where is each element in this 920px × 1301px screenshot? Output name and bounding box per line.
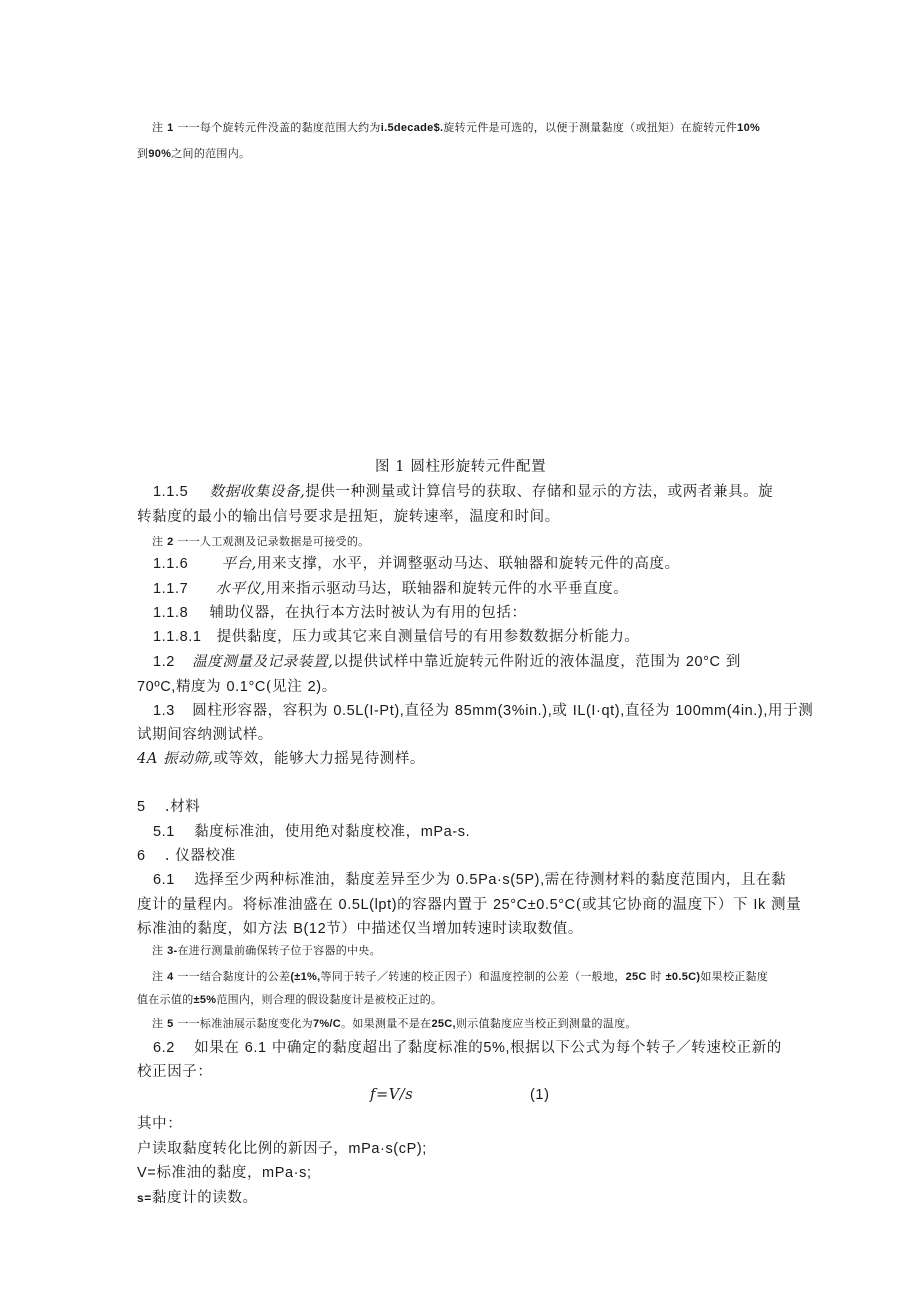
- note-ref: 2): [307, 679, 322, 695]
- note-text: 如果校正黏度: [700, 970, 769, 983]
- section-text: 直径为: [404, 703, 450, 719]
- where-line-3: [137, 1186, 258, 1207]
- variable-name: s=: [137, 1191, 152, 1205]
- section-text: 中确定的黏度超出了黏度标准的: [271, 1040, 484, 1056]
- note-text: 等同于转子／转速的校正因子）和温度控制的公差（一般地，: [320, 970, 626, 983]
- definition-text: 户读取黏度转化比例的新因子，: [137, 1141, 349, 1157]
- precision-value: 0.1°C: [226, 679, 266, 695]
- note-label: 注: [152, 1017, 168, 1030]
- temperature-value: 20°C: [685, 654, 721, 670]
- note-text: 值在示值的: [137, 993, 194, 1006]
- section-text: 需在待测材料的黏度范围内，且在黏: [544, 872, 787, 888]
- section-text: (或其它协商的温度下）下: [575, 897, 749, 913]
- percent-value: 5%,: [483, 1040, 511, 1056]
- note-value: i.5decade$.: [380, 122, 444, 134]
- section-text: 以提供试样中靠近旋转元件附近的液体温度，范围为: [333, 654, 681, 670]
- note-1-line-2: [137, 145, 250, 161]
- volume-value: IL(I·qt),: [572, 703, 625, 719]
- temperature-value: 70: [137, 679, 155, 695]
- note-value: ±0.5C): [665, 971, 701, 983]
- formula: f=V/s: [370, 1087, 414, 1103]
- note-label: 注: [152, 970, 168, 983]
- section-1-1-8: [153, 601, 527, 622]
- section-title: 4A 振动筛,: [137, 751, 214, 767]
- note-value: ±5%: [193, 994, 217, 1006]
- section-1-3-line-1: [153, 699, 813, 720]
- section-title: .材料: [164, 799, 201, 815]
- section-number: 1.1.7: [153, 581, 189, 597]
- note-text: 一一人工观测及记录数据是可接受的。: [177, 535, 370, 548]
- note-text: 则示值黏度应当校正到测量的温度。: [455, 1017, 637, 1030]
- volume-value: 0.5L(I-Pt),: [333, 703, 405, 719]
- section-ref: 6.1: [244, 1040, 267, 1056]
- section-number: 5: [137, 799, 146, 815]
- note-number: 4: [167, 971, 174, 983]
- section-text: 选择至少两种标准油，黏度差异至少为: [194, 872, 451, 888]
- definition-text: 标准油的黏度，: [156, 1165, 263, 1181]
- note-text: 一一标准油展示黏度变化为: [177, 1017, 313, 1030]
- section-title: . 仪器校准: [164, 848, 236, 864]
- temperature-unit: ºC,: [154, 679, 176, 695]
- section-title: 平台,: [221, 556, 257, 572]
- section-1-1-5-line-2: 转黏度的最小的输出信号要求是扭矩，旋转速率，温度和时间。: [137, 509, 560, 525]
- note-5: [152, 1015, 637, 1031]
- section-5-1: [153, 820, 470, 841]
- note-text: 一一结合黏度计的公差: [177, 970, 291, 983]
- note-text: 。如果测量不是在: [341, 1017, 432, 1030]
- note-text: 在进行测量前确保转子位于容器的中央。: [177, 944, 381, 957]
- unit-value: mPa·s(cP);: [348, 1141, 427, 1157]
- note-text: 时: [650, 970, 662, 983]
- section-text: 辅助仪器，在执行本方法时被认为有用的包括：: [209, 605, 527, 621]
- section-1-1-8-1: [153, 625, 640, 646]
- section-text: 根据以下公式为每个转子／转速校正新的: [510, 1040, 782, 1056]
- section-6-1-line-3: [137, 917, 583, 938]
- section-text: 用来支撑，水平，并调整驱动马达、联轴器和旋转元件的高度。: [256, 556, 680, 572]
- section-text: 或等效，能够大力摇晃待测样。: [213, 751, 426, 767]
- section-5-heading: [137, 795, 200, 816]
- section-number: 6: [137, 848, 146, 864]
- section-text: 提供一种测量或计算信号的获取、存储和显示的方法，或两者兼具。旋: [305, 484, 774, 500]
- section-number: 1.2: [153, 654, 175, 670]
- section-1-2-line-1: [153, 650, 741, 671]
- section-number: 1.1.8: [153, 605, 189, 621]
- section-text: 用于测: [768, 703, 814, 719]
- note-4-line-2: [137, 991, 442, 1007]
- section-title: 水平仪,: [215, 581, 266, 597]
- section-number: 1.3: [153, 703, 175, 719]
- note-text: 范围内，则合理的假设黏度计是被校正过的。: [216, 993, 443, 1006]
- section-6-heading: [137, 844, 236, 865]
- section-1-1-5-line-1: [153, 480, 773, 501]
- section-number: 1.1.5: [153, 484, 189, 500]
- section-text: 。: [321, 679, 337, 695]
- section-ref: B(12: [293, 921, 327, 937]
- where-intro: 其中：: [137, 1116, 183, 1132]
- viscosity-value: 0.5Pa·s(5P),: [456, 872, 545, 888]
- note-value: (±1%,: [290, 971, 321, 983]
- note-4-line-1: [152, 968, 768, 984]
- note-number: 1: [167, 122, 174, 134]
- section-text: 节）中描述仅当增加转速时读取数值。: [326, 921, 583, 937]
- section-text: 精度为: [175, 679, 222, 695]
- section-text: Ik: [753, 897, 766, 913]
- note-3: [152, 942, 381, 958]
- unit-value: mPa-s.: [420, 824, 471, 840]
- formula-number: (1): [530, 1087, 550, 1103]
- note-text: 一一每个旋转元件没盖的黏度范围大约为: [177, 121, 381, 134]
- section-text: 提供黏度，压力或其它来自测量信号的有用参数数据分析能力。: [216, 629, 640, 645]
- section-text: 圆柱形容器，容积为: [192, 703, 329, 719]
- formula-expression: [370, 1087, 413, 1103]
- section-text: 或: [552, 703, 568, 719]
- where-line-2: [137, 1161, 312, 1182]
- figure-caption: 图 1 圆柱形旋转元件配置: [375, 459, 547, 475]
- variable-name: V=: [137, 1165, 157, 1181]
- section-title: 温度测量及记录装置,: [192, 654, 334, 670]
- section-text: 到: [725, 654, 741, 670]
- section-number: 6.1: [153, 872, 175, 888]
- section-text: 度计的量程内。将标准油盛在: [137, 897, 334, 913]
- where-line-1: [137, 1137, 427, 1158]
- section-4a: [137, 747, 425, 768]
- note-value: 10%: [737, 122, 761, 134]
- note-text: 到: [137, 147, 149, 160]
- section-1-2-line-2: [137, 675, 337, 696]
- section-6-2-line-2: 校正因子：: [137, 1064, 213, 1080]
- note-number: 5: [167, 1018, 174, 1030]
- diameter-value: 100mm(4in.),: [675, 703, 768, 719]
- section-title: 数据收集设备,: [209, 484, 306, 500]
- section-text: 如果在: [194, 1040, 240, 1056]
- note-value: 90%: [148, 148, 172, 160]
- note-value: 25C: [625, 971, 647, 983]
- section-text: 测量: [771, 897, 802, 913]
- section-1-1-6: [153, 552, 680, 573]
- note-label: 注: [152, 535, 168, 548]
- section-number: 6.2: [153, 1040, 175, 1056]
- section-text: 直径为: [624, 703, 671, 719]
- section-number: 5.1: [153, 824, 175, 840]
- note-number: 2: [167, 536, 174, 548]
- section-1-3-line-2: 试期间容纳测试样。: [137, 727, 273, 743]
- diameter-value: 85mm(3%in.),: [454, 703, 553, 719]
- note-2: [152, 533, 369, 549]
- definition-text: 黏度计的读数。: [151, 1190, 258, 1206]
- note-label: 注: [152, 944, 168, 957]
- section-text: 用来指示驱动马达，联轴器和旋转元件的水平垂直度。: [265, 581, 629, 597]
- section-number: 1.1.6: [153, 556, 189, 572]
- section-text: (见注: [265, 679, 303, 695]
- note-1-line-1: [152, 119, 760, 135]
- volume-value: 0.5L(lpt): [338, 897, 398, 913]
- section-6-1-line-1: [153, 868, 786, 889]
- section-number: 1.1.8.1: [153, 629, 202, 645]
- note-label: 注: [152, 121, 168, 134]
- section-text: 的容器内置于: [397, 897, 488, 913]
- section-1-1-7: [153, 577, 628, 598]
- section-6-2-line-1: [153, 1036, 782, 1057]
- note-number: 3-: [167, 945, 178, 957]
- note-value: 7%/C: [312, 1018, 342, 1030]
- unit-value: mPa·s;: [262, 1165, 312, 1181]
- note-text: 之间的范围内。: [171, 147, 251, 160]
- note-text: 旋转元件是可选的，以便于测量黏度（或扭矩）在旋转元件: [443, 121, 738, 134]
- section-6-1-line-2: [137, 893, 801, 914]
- section-text: 黏度标准油，使用绝对黏度校准，: [194, 824, 421, 840]
- note-value: 25C,: [431, 1018, 456, 1030]
- section-text: 标准油的黏度，如方法: [137, 921, 288, 937]
- temperature-value: 25°C±0.5°C: [492, 897, 576, 913]
